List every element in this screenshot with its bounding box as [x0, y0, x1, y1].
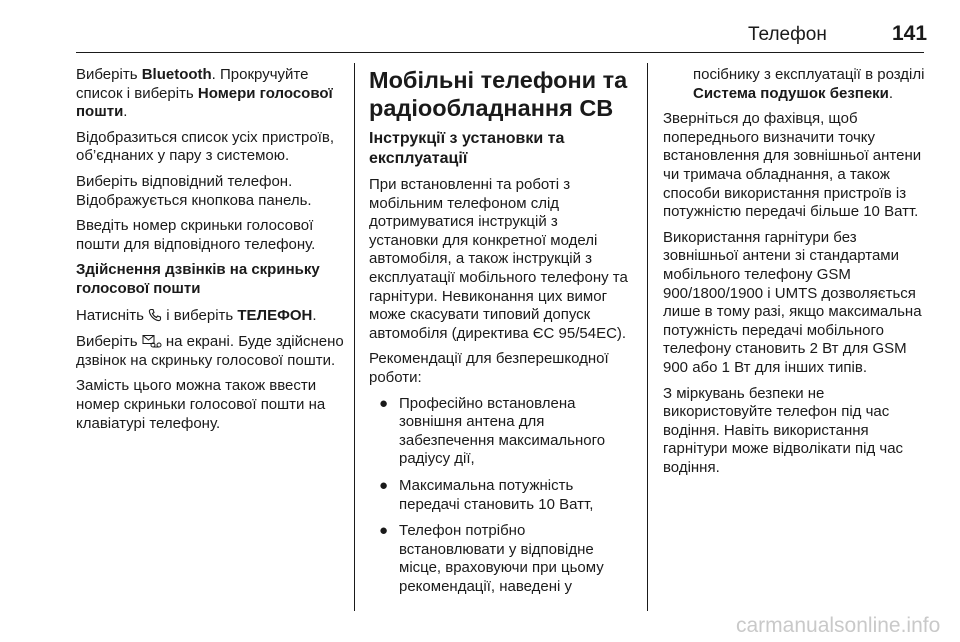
header-divider: [76, 52, 924, 53]
column-divider-left: [354, 63, 355, 611]
paragraph: Рекомендації для безперешкодної роботи:: [369, 350, 609, 386]
paragraph: З міркувань безпеки не використовуйте телефон під час водіння. Навіть використання гарнітури може відволікати під час водіння.: [663, 384, 904, 476]
bullet-icon: ●: [379, 394, 389, 412]
paragraph: Зверніться до фахівця, щоб попереднього визначити точку встановлення для зовнішньої антени чи тримача обладнання, а також способи використання пристроїв із потужністю передачі більше 10 Ватт.: [663, 110, 922, 221]
list-item: ● Професійно встановлена зовнішня антена для забезпечення максимального радіусу дії,: [379, 394, 606, 468]
section-subtitle: Інструкції з установки та експлуатації: [369, 130, 565, 167]
paragraph: Виберіть відповідний телефон. Відображується кнопкова панель.: [76, 172, 312, 209]
chapter-title: Мобільні телефони та радіообладнання CB: [369, 67, 628, 121]
list-item-continuation: посібнику з експлуатації в розділі Система подушок безпеки.: [693, 66, 925, 102]
section-heading: Здійснення дзвінків на скриньку голосової пошти: [76, 261, 320, 297]
column-right: [663, 66, 925, 484]
column-divider-right: [647, 63, 648, 611]
paragraph: Виберіть Bluetooth. Прокручуйте список і виберіть Номери голосової пошти.: [76, 66, 333, 121]
list-item: ● Телефон потрібно встановлювати у відповідне місце, враховуючи при цьому рекомендації, наведені у: [379, 522, 604, 595]
bullet-icon: ●: [379, 522, 389, 540]
paragraph: Введіть номер скриньки голосової пошти для відповідного телефону.: [76, 217, 316, 253]
column-left: [76, 66, 344, 440]
phone-icon: [148, 307, 162, 323]
paragraph: Натисніть і виберіть ТЕЛЕФОН.: [76, 306, 317, 324]
page-number: 141: [892, 22, 928, 45]
paragraph: При встановленні та роботі з мобільним телефоном слід дотримуватися інструкцій з установки для конкретної моделі автомобіля, а також інструкцій з експлуатації мобільного телефону та гарнітури. Невиконання цих вимог може скасувати типовий допуск автомобіля (директива ЄС 95/54ЕС).: [369, 176, 628, 342]
paragraph: Замість цього можна також ввести номер скриньки голосової пошти на клавіатурі телефону.: [76, 377, 326, 432]
paragraph: Відобразиться список усіх пристроїв, об’єднаних у пару з системою.: [76, 128, 335, 165]
page-section-title: Телефон: [748, 24, 827, 45]
paragraph: Виберіть на екрані. Буде здійснено дзвінок на скриньку голосової пошти.: [76, 333, 344, 369]
watermark: carmanualsonline.info: [736, 614, 941, 637]
voicemail-icon: [142, 333, 162, 349]
recommendation-list: [369, 395, 631, 597]
bullet-icon: ●: [379, 476, 389, 494]
menu-term: Номери голосової пошти: [76, 84, 333, 121]
column-middle: [369, 66, 631, 604]
menu-term: ТЕЛЕФОН: [237, 306, 313, 324]
paragraph: Використання гарнітури без зовнішньої антени зі стандартами мобільного телефону GSM 900/1800/1900 і UMTS дозволяється лише в тому разі, якщо максимальна потужність передачі мобільного телефону становить 2 Вт для GSM 900 або 1 Вт для інших типів.: [663, 228, 922, 376]
menu-term: Bluetooth: [141, 66, 212, 83]
list-item: ● Максимальна потужність передачі становить 10 Ватт,: [379, 476, 594, 513]
cross-reference: Система подушок безпеки: [693, 84, 889, 102]
